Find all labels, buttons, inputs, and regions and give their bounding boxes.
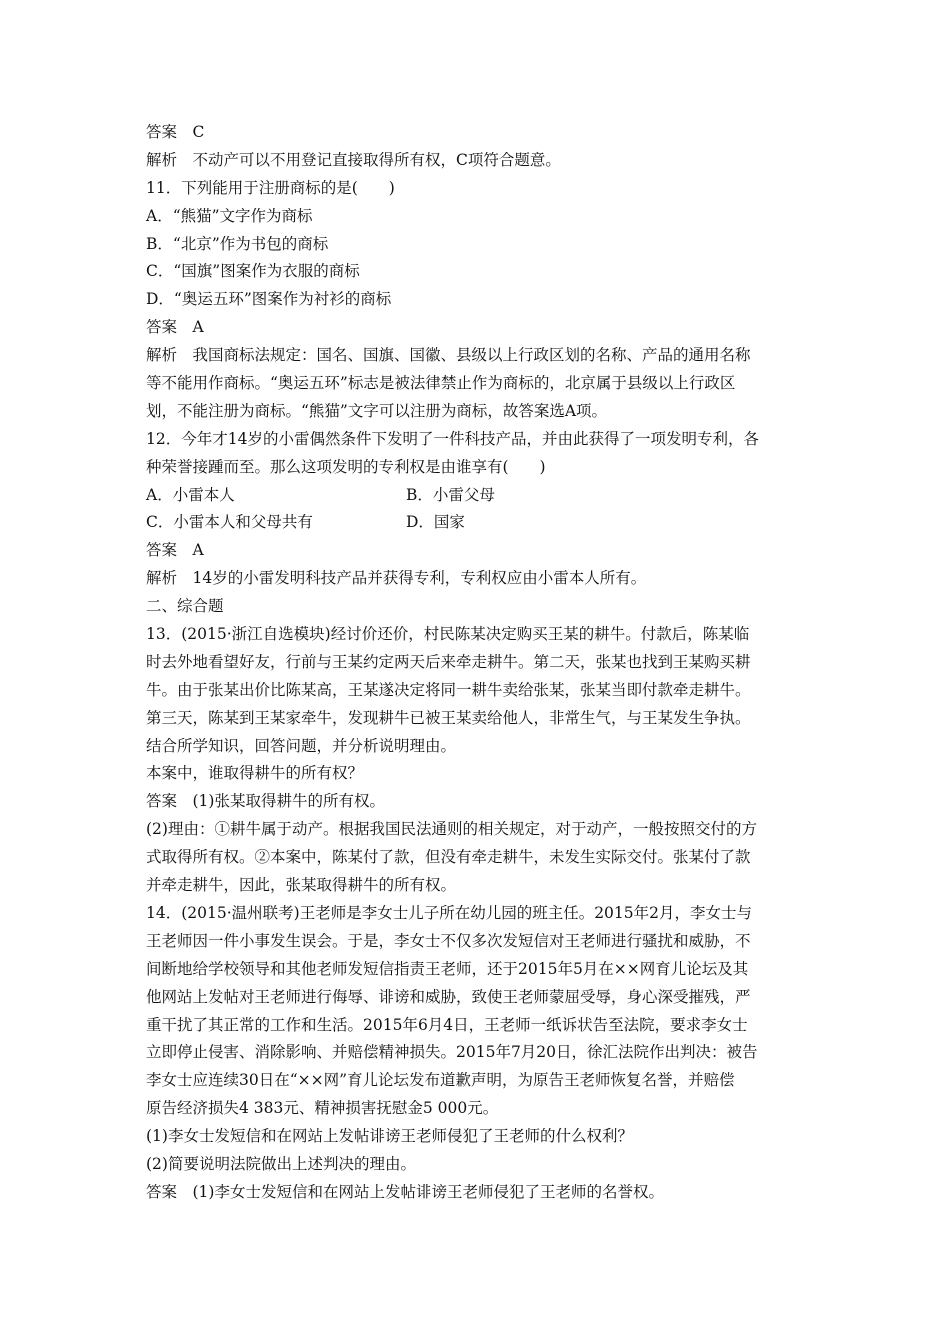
question-12-option-b: B．小雷父母: [406, 485, 495, 504]
answer-13-line-4: 并牵走耕牛，因此，张某取得耕牛的所有权。: [146, 876, 457, 895]
explanation-10: 解析 不动产可以不用登记直接取得所有权，C项符合题意。: [146, 150, 561, 169]
explanation-12: 解析 14岁的小雷发明科技产品并获得专利，专利权应由小雷本人所有。: [146, 569, 647, 588]
answer-10: 答案 C: [146, 123, 205, 141]
question-14-line-1: 14．(2015·温州联考)王老师是李女士儿子所在幼儿园的班主任。2015年2月，李女士与: [146, 903, 753, 922]
question-13-line-3: 牛。由于张某出价比陈某高，王某遂决定将同一耕牛卖给张某，张某当即付款牵走耕牛。: [146, 680, 751, 699]
question-14-line-4: 他网站上发帖对王老师进行侮辱、诽谤和威胁，致使王老师蒙屈受辱，身心深受摧残，严: [146, 987, 751, 1006]
answer-12: 答案 A: [146, 541, 204, 560]
explanation-11-line-3: 划，不能注册为商标。“熊猫”文字可以注册为商标，故答案选A项。: [146, 401, 608, 420]
question-14-line-5: 重干扰了其正常的工作和生活。2015年6月4日，王老师一纸诉状告至法院，要求李女士: [146, 1015, 748, 1034]
question-14-subquestion-2: (2)简要说明法院做出上述判决的理由。: [146, 1154, 416, 1173]
question-12-line-1: 12．今年才14岁的小雷偶然条件下发明了一件科技产品，并由此获得了一项发明专利，各: [146, 429, 759, 448]
answer-14-line-1: 答案 (1)李女士发短信和在网站上发帖诽谤王老师侵犯了王老师的名誉权。: [146, 1182, 664, 1201]
document-page: [146, 119, 814, 1207]
question-12-option-a: A．小雷本人: [146, 485, 235, 504]
question-13-line-4: 第三天，陈某到王某家牵牛，发现耕牛已被王某卖给他人，非常生气，与王某发生争执。: [146, 708, 751, 727]
answer-13-line-3: 式取得所有权。②本案中，陈某付了款，但没有牵走耕牛，未发生实际交付。张某付了款: [146, 848, 751, 867]
question-11-option-d: D．“奥运五环”图案作为衬衫的商标: [146, 290, 392, 309]
answer-13-line-2: (2)理由：①耕牛属于动产。根据我国民法通则的相关规定，对于动产，一般按照交付的方: [146, 820, 757, 839]
question-14-line-7: 李女士应连续30日在“××网”育儿论坛发布道歉声明，为原告王老师恢复名誉，并赔偿: [146, 1071, 735, 1090]
question-12-option-d: D．国家: [406, 513, 465, 532]
answer-13-line-1: 答案 (1)张某取得耕牛的所有权。: [146, 792, 385, 811]
question-13-line-5: 结合所学知识，回答问题，并分析说明理由。: [146, 736, 457, 755]
question-11-option-a: A．“熊猫”文字作为商标: [146, 206, 313, 225]
question-12-options-row-2: [146, 509, 814, 537]
question-11-option-b: B．“北京”作为书包的商标: [146, 234, 329, 253]
question-14-line-3: 间断地给学校领导和其他老师发短信指责王老师，还于2015年5月在××网育儿论坛及其: [146, 959, 749, 978]
question-11: 11．下列能用于注册商标的是( ): [146, 178, 395, 197]
answer-11: 答案 A: [146, 318, 204, 337]
question-13-line-1: 13．(2015·浙江自选模块)经讨价还价，村民陈某决定购买王某的耕牛。付款后，陈某临: [146, 625, 750, 644]
question-12-line-2: 种荣誉接踵而至。那么这项发明的专利权是由谁享有( ): [146, 457, 546, 476]
question-14-line-8: 原告经济损失4 383元、精神损害抚慰金5 000元。: [146, 1099, 499, 1118]
question-12-options-row-1: [146, 482, 814, 510]
question-14-line-2: 王老师因一件小事发生误会。于是，李女士不仅多次发短信对王老师进行骚扰和威胁，不: [146, 931, 751, 950]
explanation-11-line-2: 等不能用作商标。“奥运五环”标志是被法律禁止作为商标的，北京属于县级以上行政区: [146, 374, 736, 393]
question-13-line-6: 本案中，谁取得耕牛的所有权？: [146, 764, 364, 783]
question-11-option-c: C．“国旗”图案作为衣服的商标: [146, 262, 360, 281]
explanation-11-line-1: 解析 我国商标法规定：国名、国旗、国徽、县级以上行政区划的名称、产品的通用名称: [146, 346, 751, 365]
question-14-subquestion-1: (1)李女士发短信和在网站上发帖诽谤王老师侵犯了王老师的什么权利？: [146, 1127, 633, 1146]
question-12-option-c: C．小雷本人和父母共有: [146, 513, 313, 532]
question-14-line-6: 立即停止侵害、消除影响、并赔偿精神损失。2015年7月20日，徐汇法院作出判决：被告: [146, 1043, 758, 1062]
question-13-line-2: 时去外地看望好友，行前与王某约定两天后来牵走耕牛。第二天，张某也找到王某购买耕: [146, 652, 751, 671]
section-heading-2: 二、综合题: [146, 597, 224, 616]
